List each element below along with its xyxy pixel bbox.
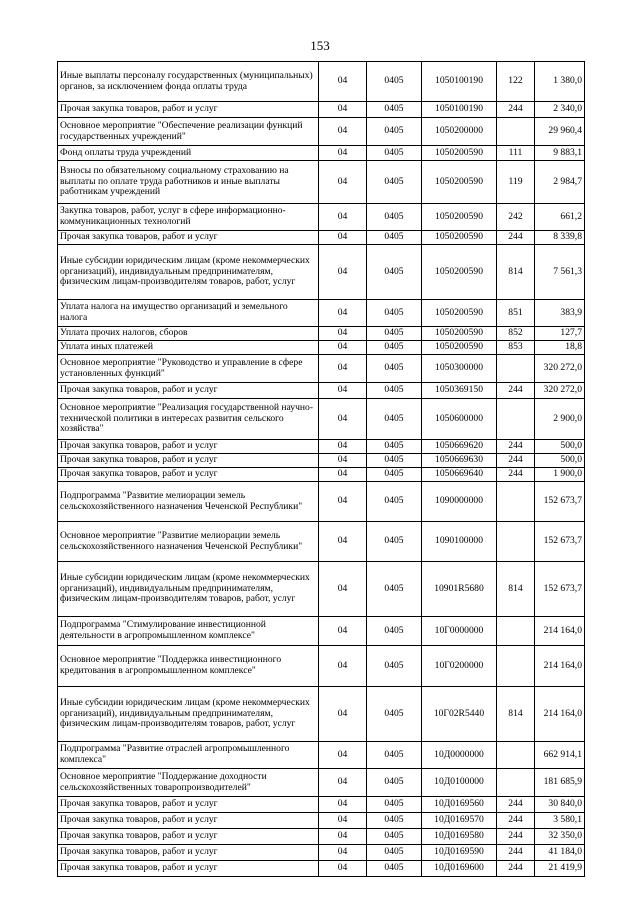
amount-cell: 32 350,0 <box>535 829 585 845</box>
table-row <box>58 231 585 245</box>
target-article-code: 1050300000 <box>422 355 497 383</box>
expense-kind-code <box>497 399 535 440</box>
item-name: Прочая закупка товаров, работ и услуг <box>58 231 319 245</box>
expense-kind-code: 814 <box>497 245 535 300</box>
expense-kind-code: 244 <box>497 383 535 399</box>
subsection-code: 0405 <box>367 522 422 562</box>
amount-cell: 500,0 <box>535 454 585 468</box>
section-code: 04 <box>319 341 367 355</box>
section-code: 04 <box>319 829 367 845</box>
table-body <box>58 62 585 877</box>
target-article-code: 10Д0169570 <box>422 813 497 829</box>
subsection-code: 0405 <box>367 383 422 399</box>
item-name: Взносы по обязательному социальному страхованию на выплаты по оплате труда работников и иные выплаты работникам учреждений <box>58 161 319 204</box>
item-name: Уплата иных платежей <box>58 341 319 355</box>
expense-kind-code <box>497 118 535 146</box>
table-row <box>58 797 585 813</box>
amount-cell: 127,7 <box>535 327 585 341</box>
section-code: 04 <box>319 742 367 769</box>
subsection-code: 0405 <box>367 161 422 204</box>
section-code: 04 <box>319 797 367 813</box>
section-code: 04 <box>319 482 367 522</box>
amount-cell: 383,9 <box>535 300 585 327</box>
expense-kind-code: 244 <box>497 468 535 482</box>
amount-cell: 1 380,0 <box>535 62 585 102</box>
item-name: Основное мероприятие "Руководство и управление в сфере установленных функций" <box>58 355 319 383</box>
section-code: 04 <box>319 146 367 161</box>
item-name: Прочая закупка товаров, работ и услуг <box>58 845 319 861</box>
item-name: Иные субсидии юридическим лицам (кроме некоммерческих организаций), индивидуальным предпринимателям, физическим лицам-производителям товаров, работ, услуг <box>58 687 319 742</box>
table-row <box>58 646 585 687</box>
amount-cell: 18,8 <box>535 341 585 355</box>
item-name: Прочая закупка товаров, работ и услуг <box>58 383 319 399</box>
subsection-code: 0405 <box>367 562 422 617</box>
item-name: Прочая закупка товаров, работ и услуг <box>58 454 319 468</box>
table-row <box>58 522 585 562</box>
expense-kind-code: 244 <box>497 102 535 118</box>
table-row <box>58 327 585 341</box>
amount-cell: 181 685,9 <box>535 769 585 797</box>
item-name: Прочая закупка товаров, работ и услуг <box>58 102 319 118</box>
section-code: 04 <box>319 204 367 231</box>
expense-kind-code: 852 <box>497 327 535 341</box>
item-name: Уплата налога на имущество организаций и земельного налога <box>58 300 319 327</box>
amount-cell: 1 900,0 <box>535 468 585 482</box>
item-name: Прочая закупка товаров, работ и услуг <box>58 440 319 454</box>
item-name: Прочая закупка товаров, работ и услуг <box>58 468 319 482</box>
target-article-code: 1050200590 <box>422 231 497 245</box>
subsection-code: 0405 <box>367 646 422 687</box>
section-code: 04 <box>319 813 367 829</box>
item-name: Подпрограмма "Развитие мелиорации земель сельскохозяйственного назначения Чеченской Республики" <box>58 482 319 522</box>
expense-kind-code <box>497 522 535 562</box>
section-code: 04 <box>319 522 367 562</box>
target-article-code: 1050200590 <box>422 341 497 355</box>
subsection-code: 0405 <box>367 231 422 245</box>
amount-cell: 320 272,0 <box>535 383 585 399</box>
section-code: 04 <box>319 355 367 383</box>
amount-cell: 41 184,0 <box>535 845 585 861</box>
section-code: 04 <box>319 687 367 742</box>
expense-kind-code: 242 <box>497 204 535 231</box>
expense-kind-code: 814 <box>497 562 535 617</box>
target-article-code: 1050200590 <box>422 245 497 300</box>
amount-cell: 152 673,7 <box>535 522 585 562</box>
expense-kind-code <box>497 617 535 646</box>
expense-kind-code: 851 <box>497 300 535 327</box>
amount-cell: 2 340,0 <box>535 102 585 118</box>
target-article-code: 10901R5680 <box>422 562 497 617</box>
page-number: 153 <box>310 38 330 53</box>
subsection-code: 0405 <box>367 204 422 231</box>
target-article-code: 10Г02R5440 <box>422 687 497 742</box>
table-row <box>58 146 585 161</box>
subsection-code: 0405 <box>367 399 422 440</box>
expense-kind-code: 111 <box>497 146 535 161</box>
subsection-code: 0405 <box>367 482 422 522</box>
item-name: Основное мероприятие "Поддержание доходности сельскохозяйственных товаропроизводителей" <box>58 769 319 797</box>
target-article-code: 1050200000 <box>422 118 497 146</box>
table-row <box>58 813 585 829</box>
amount-cell: 214 164,0 <box>535 617 585 646</box>
table-row <box>58 399 585 440</box>
expense-kind-code: 814 <box>497 687 535 742</box>
table-row <box>58 355 585 383</box>
amount-cell: 21 419,9 <box>535 861 585 877</box>
section-code: 04 <box>319 617 367 646</box>
target-article-code: 10Д0169560 <box>422 797 497 813</box>
expense-kind-code: 244 <box>497 231 535 245</box>
amount-cell: 8 339,8 <box>535 231 585 245</box>
table-row <box>58 482 585 522</box>
target-article-code: 1050669640 <box>422 468 497 482</box>
table-row <box>58 161 585 204</box>
target-article-code: 10Д0169580 <box>422 829 497 845</box>
section-code: 04 <box>319 118 367 146</box>
target-article-code: 10Г0000000 <box>422 617 497 646</box>
amount-cell: 29 960,4 <box>535 118 585 146</box>
subsection-code: 0405 <box>367 327 422 341</box>
section-code: 04 <box>319 231 367 245</box>
section-code: 04 <box>319 245 367 300</box>
target-article-code: 1090000000 <box>422 482 497 522</box>
section-code: 04 <box>319 327 367 341</box>
table-row <box>58 204 585 231</box>
target-article-code: 1050369150 <box>422 383 497 399</box>
table-row <box>58 562 585 617</box>
target-article-code: 1050200590 <box>422 204 497 231</box>
item-name: Иные выплаты персоналу государственных (муниципальных) органов, за исключением фонда оплаты труда <box>58 62 319 102</box>
table-row <box>58 829 585 845</box>
subsection-code: 0405 <box>367 687 422 742</box>
amount-cell: 9 883,1 <box>535 146 585 161</box>
section-code: 04 <box>319 440 367 454</box>
expense-kind-code: 244 <box>497 861 535 877</box>
table-row <box>58 687 585 742</box>
subsection-code: 0405 <box>367 146 422 161</box>
item-name: Подпрограмма "Развитие отраслей агропромышленного комплекса" <box>58 742 319 769</box>
target-article-code: 1050200590 <box>422 300 497 327</box>
target-article-code: 1050200590 <box>422 327 497 341</box>
subsection-code: 0405 <box>367 742 422 769</box>
table-row <box>58 341 585 355</box>
target-article-code: 1050200590 <box>422 146 497 161</box>
table-row <box>58 383 585 399</box>
item-name: Иные субсидии юридическим лицам (кроме некоммерческих организаций), индивидуальным предпринимателям, физическим лицам-производителям товаров, работ, услуг <box>58 562 319 617</box>
expense-kind-code <box>497 355 535 383</box>
subsection-code: 0405 <box>367 118 422 146</box>
subsection-code: 0405 <box>367 829 422 845</box>
target-article-code: 1050100190 <box>422 102 497 118</box>
item-name: Закупка товаров, работ, услуг в сфере информационно-коммуникационных технологий <box>58 204 319 231</box>
section-code: 04 <box>319 562 367 617</box>
target-article-code: 1050669620 <box>422 440 497 454</box>
expense-kind-code <box>497 646 535 687</box>
item-name: Уплата прочих налогов, сборов <box>58 327 319 341</box>
table-row <box>58 861 585 877</box>
section-code: 04 <box>319 102 367 118</box>
table-row <box>58 118 585 146</box>
subsection-code: 0405 <box>367 62 422 102</box>
subsection-code: 0405 <box>367 440 422 454</box>
target-article-code: 1050200590 <box>422 161 497 204</box>
amount-cell: 152 673,7 <box>535 482 585 522</box>
item-name: Фонд оплаты труда учреждений <box>58 146 319 161</box>
item-name: Подпрограмма "Стимулирование инвестиционной деятельности в агропромышленном комплексе" <box>58 617 319 646</box>
target-article-code: 10Г0200000 <box>422 646 497 687</box>
item-name: Основное мероприятие "Развитие мелиорации земель сельскохозяйственного назначения Чеченской Республики" <box>58 522 319 562</box>
expense-kind-code: 853 <box>497 341 535 355</box>
amount-cell: 214 164,0 <box>535 646 585 687</box>
amount-cell: 152 673,7 <box>535 562 585 617</box>
subsection-code: 0405 <box>367 300 422 327</box>
amount-cell: 661,2 <box>535 204 585 231</box>
section-code: 04 <box>319 399 367 440</box>
table-row <box>58 454 585 468</box>
section-code: 04 <box>319 845 367 861</box>
target-article-code: 1050669630 <box>422 454 497 468</box>
subsection-code: 0405 <box>367 102 422 118</box>
table-row <box>58 845 585 861</box>
expense-kind-code: 244 <box>497 813 535 829</box>
item-name: Основное мероприятие "Реализация государственной научно-технической политики в интересах развития сельского хозяйства" <box>58 399 319 440</box>
amount-cell: 7 561,3 <box>535 245 585 300</box>
table-row <box>58 62 585 102</box>
amount-cell: 214 164,0 <box>535 687 585 742</box>
expense-kind-code: 122 <box>497 62 535 102</box>
target-article-code: 10Д0100000 <box>422 769 497 797</box>
section-code: 04 <box>319 468 367 482</box>
expense-kind-code: 244 <box>497 797 535 813</box>
section-code: 04 <box>319 454 367 468</box>
subsection-code: 0405 <box>367 245 422 300</box>
expense-kind-code: 244 <box>497 440 535 454</box>
target-article-code: 1050100190 <box>422 62 497 102</box>
item-name: Иные субсидии юридическим лицам (кроме некоммерческих организаций), индивидуальным предпринимателям, физическим лицам-производителям товаров, работ, услуг <box>58 245 319 300</box>
item-name: Основное мероприятие "Поддержка инвестиционного кредитования в агропромышленном комплексе" <box>58 646 319 687</box>
section-code: 04 <box>319 383 367 399</box>
target-article-code: 10Д0000000 <box>422 742 497 769</box>
item-name: Прочая закупка товаров, работ и услуг <box>58 829 319 845</box>
table-row <box>58 440 585 454</box>
subsection-code: 0405 <box>367 617 422 646</box>
amount-cell: 3 580,1 <box>535 813 585 829</box>
amount-cell: 30 840,0 <box>535 797 585 813</box>
target-article-code: 10Д0169600 <box>422 861 497 877</box>
section-code: 04 <box>319 161 367 204</box>
amount-cell: 500,0 <box>535 440 585 454</box>
expense-kind-code <box>497 769 535 797</box>
subsection-code: 0405 <box>367 769 422 797</box>
table-row <box>58 245 585 300</box>
table-row <box>58 102 585 118</box>
expense-kind-code: 244 <box>497 454 535 468</box>
amount-cell: 2 900,0 <box>535 399 585 440</box>
amount-cell: 2 984,7 <box>535 161 585 204</box>
expense-kind-code: 244 <box>497 829 535 845</box>
table-row <box>58 617 585 646</box>
subsection-code: 0405 <box>367 797 422 813</box>
target-article-code: 1090100000 <box>422 522 497 562</box>
subsection-code: 0405 <box>367 341 422 355</box>
target-article-code: 10Д0169590 <box>422 845 497 861</box>
subsection-code: 0405 <box>367 813 422 829</box>
subsection-code: 0405 <box>367 861 422 877</box>
section-code: 04 <box>319 300 367 327</box>
section-code: 04 <box>319 769 367 797</box>
amount-cell: 662 914,1 <box>535 742 585 769</box>
table-row <box>58 468 585 482</box>
subsection-code: 0405 <box>367 468 422 482</box>
subsection-code: 0405 <box>367 355 422 383</box>
table-row <box>58 769 585 797</box>
item-name: Основное мероприятие "Обеспечение реализации функций государственных учреждений" <box>58 118 319 146</box>
amount-cell: 320 272,0 <box>535 355 585 383</box>
item-name: Прочая закупка товаров, работ и услуг <box>58 813 319 829</box>
section-code: 04 <box>319 646 367 687</box>
expense-kind-code <box>497 482 535 522</box>
section-code: 04 <box>319 62 367 102</box>
item-name: Прочая закупка товаров, работ и услуг <box>58 797 319 813</box>
expense-kind-code: 119 <box>497 161 535 204</box>
expense-kind-code <box>497 742 535 769</box>
expense-kind-code: 244 <box>497 845 535 861</box>
target-article-code: 1050600000 <box>422 399 497 440</box>
section-code: 04 <box>319 861 367 877</box>
subsection-code: 0405 <box>367 454 422 468</box>
subsection-code: 0405 <box>367 845 422 861</box>
budget-table <box>57 61 585 877</box>
item-name: Прочая закупка товаров, работ и услуг <box>58 861 319 877</box>
table-row <box>58 742 585 769</box>
table-row <box>58 300 585 327</box>
